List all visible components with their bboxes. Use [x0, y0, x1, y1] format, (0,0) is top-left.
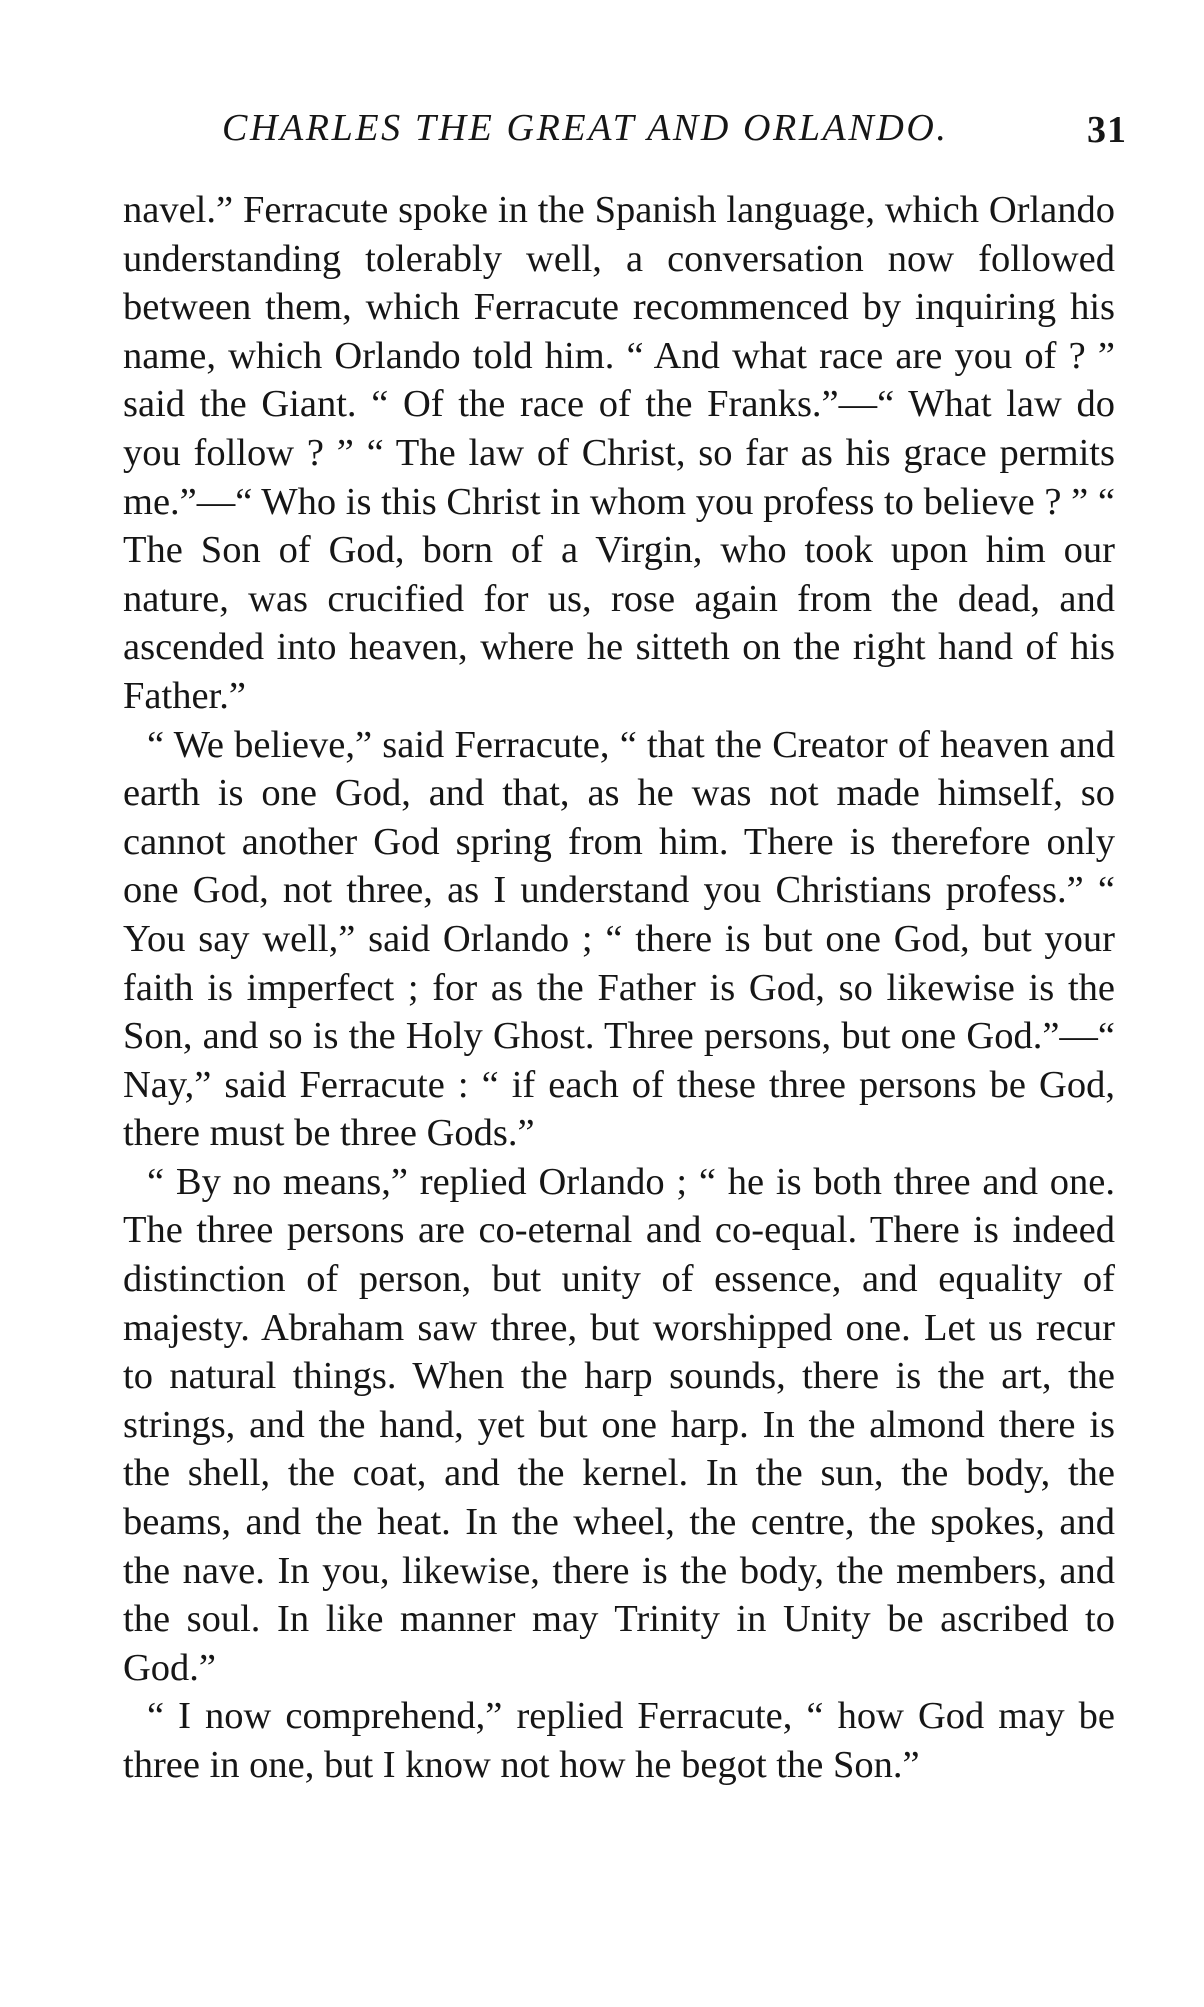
running-header	[222, 106, 1127, 156]
paragraph: “ I now comprehend,” replied Ferracute, “ how God may be three in one, but I know not how he begot the Son.”	[123, 1695, 1115, 1786]
paragraph-continued: navel.” Ferracute spoke in the Spanish language, which Orlando understanding tolerably well, a conversation now followed between them, which Ferracute recommenced by inquiring his name, which Orlando told him. “ And what race are you of ? ” said the Giant. “ Of the race of the Franks.”—“ What law do you follow ? ” “ The law of Christ, so far as his grace permits me.”—“ Who is this Christ in whom you profess to believe ? ” “ The Son of God, born of a Virgin, who took upon him our nature, was crucified for us, rose again from the dead, and ascended into heaven, where he sitteth on the right hand of his Father.”	[123, 189, 1115, 717]
paragraph: “ By no means,” replied Orlando ; “ he is both three and one. The three persons are co-eternal and co-equal. There is indeed distinction of person, but unity of essence, and equality of majesty. Abraham saw three, but worshipped one. Let us recur to natural things. When the harp sounds, there is the art, the strings, and the hand, yet but one harp. In the almond there is the shell, the coat, and the kernel. In the sun, the body, the beams, and the heat. In the wheel, the centre, the spokes, and the nave. In you, likewise, there is the body, the members, and the soul. In like manner may Trinity in Unity be ascribed to God.”	[123, 1160, 1115, 1689]
running-title: CHARLES THE GREAT AND ORLANDO.	[222, 107, 949, 149]
body-text	[123, 186, 1115, 1790]
page-number: 31	[1087, 109, 1127, 151]
paragraph: “ We believe,” said Ferracute, “ that the Creator of heaven and earth is one God, and that, as he was not made himself, so cannot another God spring from him. There is therefore only one God, not three, as I understand you Christians profess.” “ You say well,” said Orlando ; “ there is but one God, but your faith is imperfect ; for as the Father is God, so likewise is the Son, and so is the Holy Ghost. Three persons, but one God.”—“ Nay,” said Ferracute : “ if each of these three persons be God, there must be three Gods.”	[123, 723, 1115, 1155]
